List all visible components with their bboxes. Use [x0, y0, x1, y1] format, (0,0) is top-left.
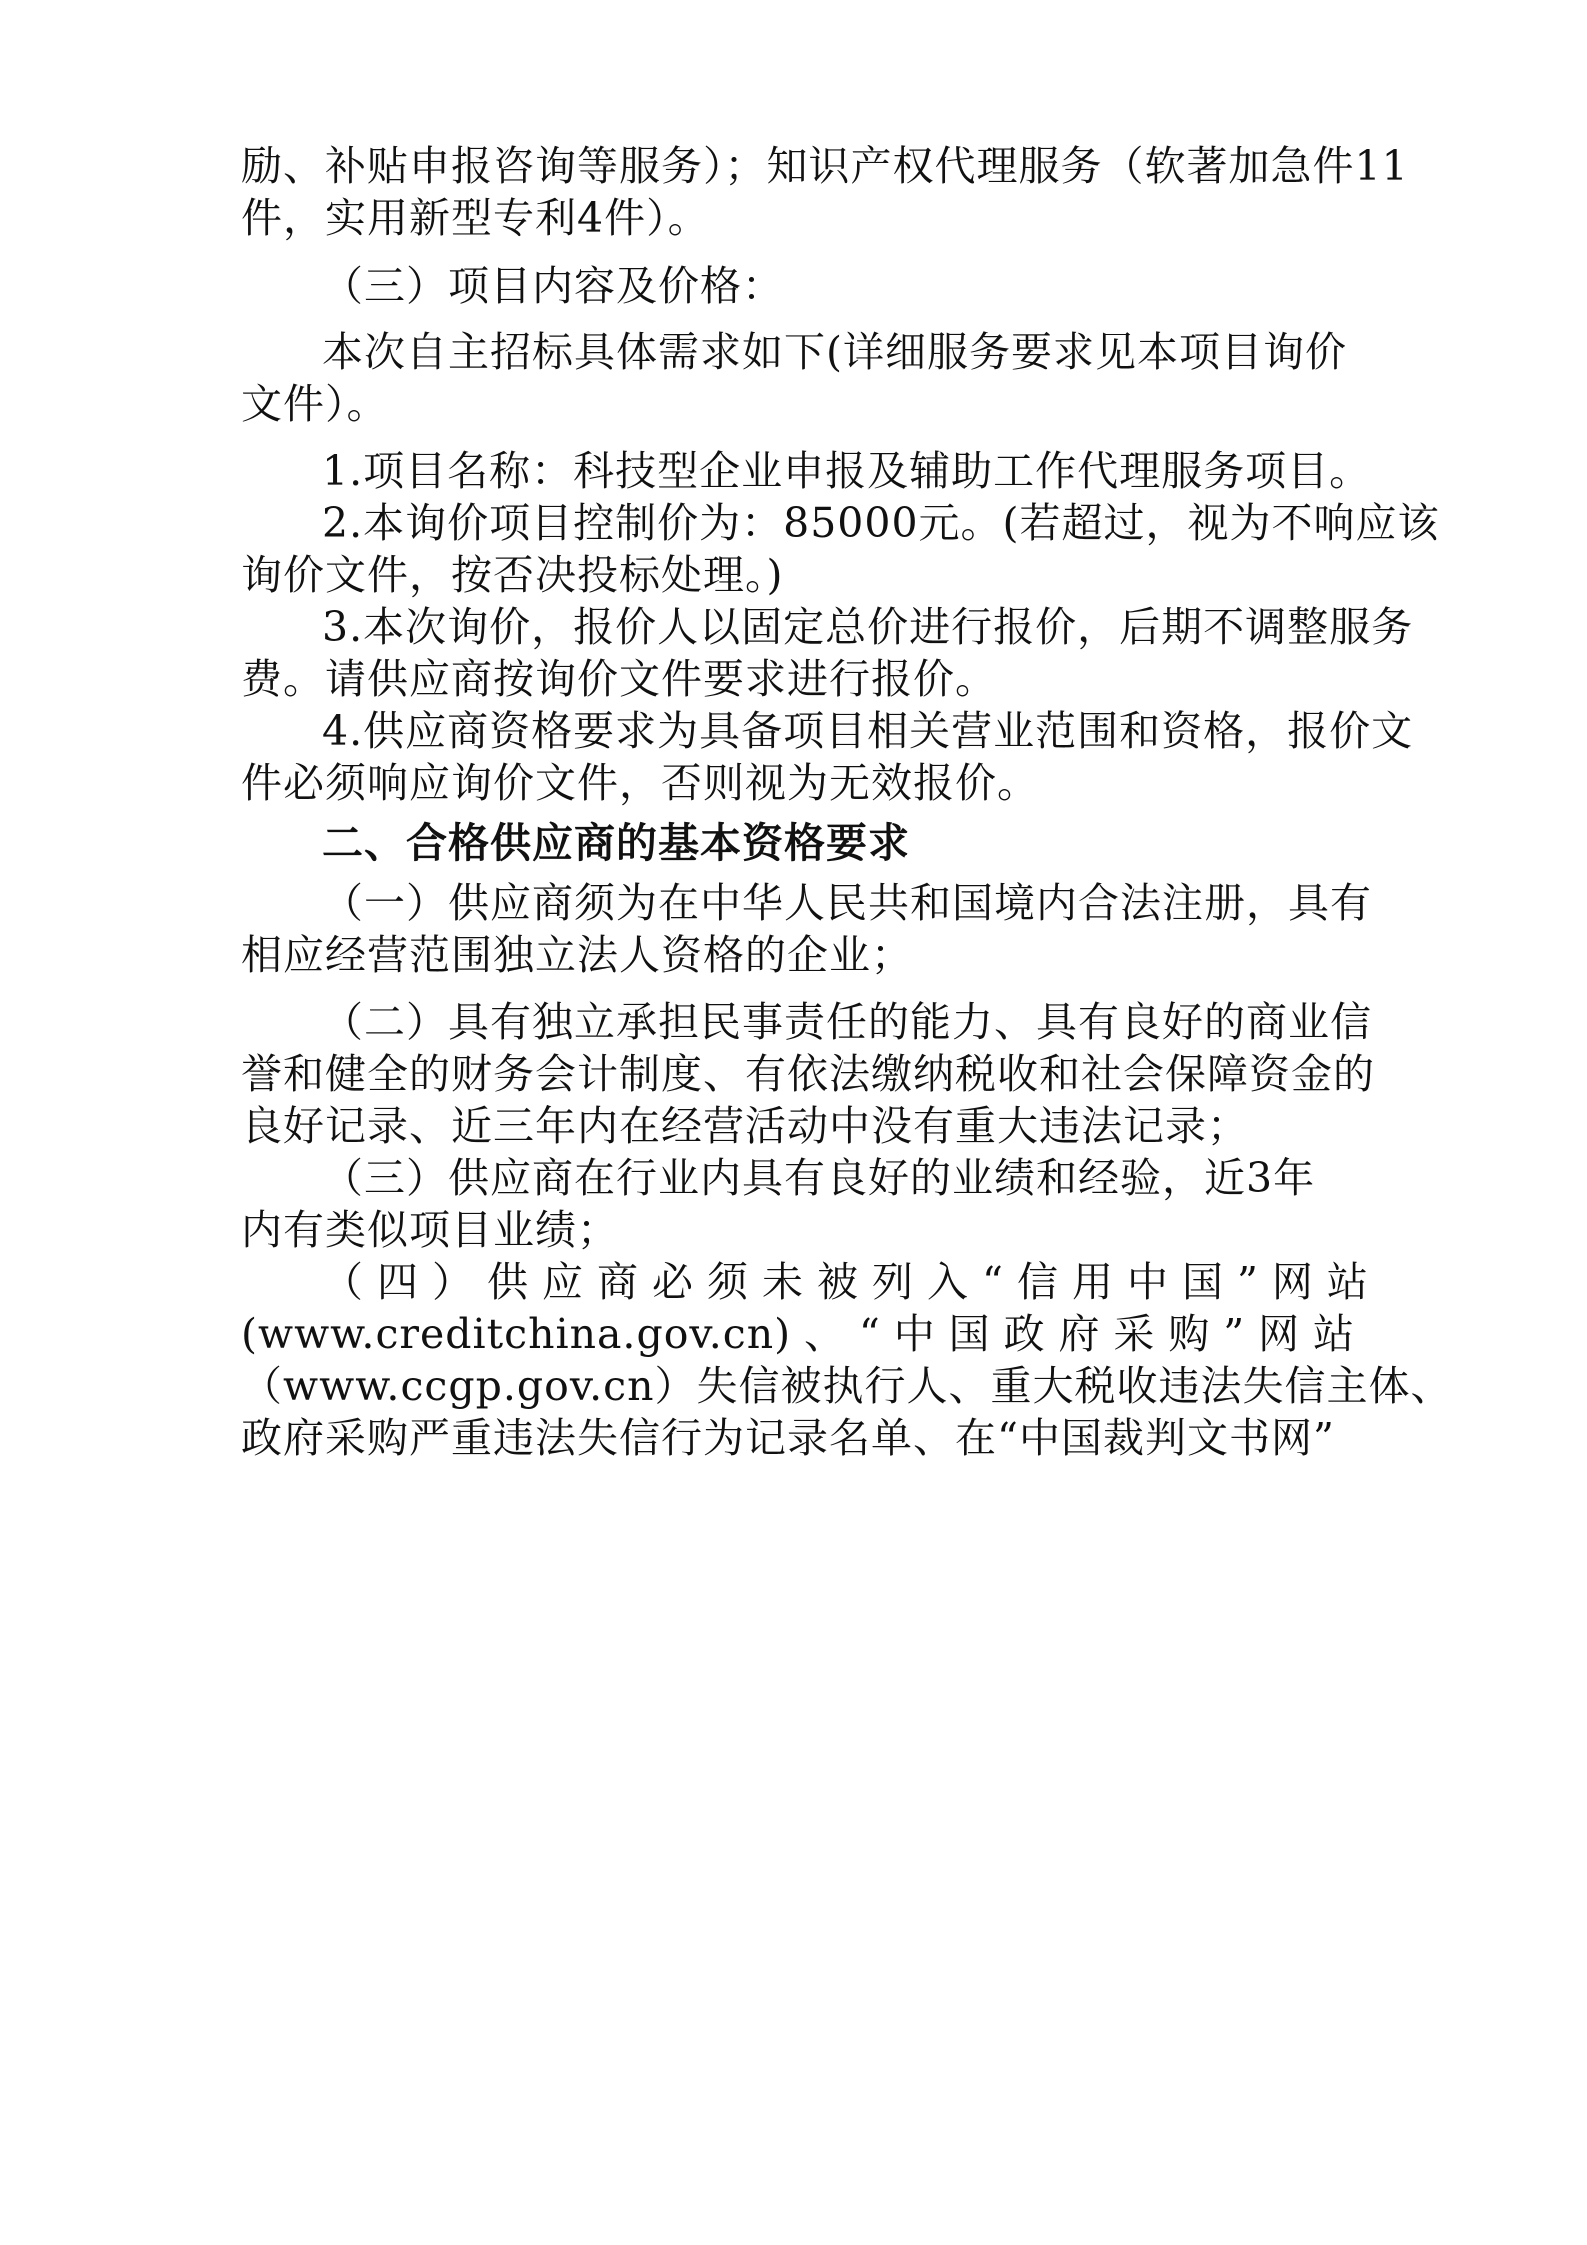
paragraph-line: 件必须响应询价文件，否则视为无效报价。 — [241, 759, 1039, 807]
paragraph-line: 相应经营范围独立法人资格的企业； — [241, 931, 913, 979]
paragraph-line: （三）供应商在行业内具有良好的业绩和经验，近3年 — [322, 1154, 1316, 1202]
paragraph-line: 政府采购严重违法失信行为记录名单、在“中国裁判文书网” — [241, 1414, 1335, 1462]
paragraph-line: 文件）。 — [241, 380, 389, 428]
paragraph-line: 询价文件，按否决投标处理。) — [241, 551, 784, 599]
paragraph-line: （www.ccgp.gov.cn）失信被执行人、重大税收违法失信主体、 — [241, 1362, 1453, 1410]
paragraph-line: 励、补贴申报咨询等服务）；知识产权代理服务（软著加急件11 — [241, 142, 1409, 190]
paragraph-line: (www.creditchina.gov.cn)、“中国政府采购”网站 — [241, 1310, 1355, 1358]
paragraph-line: 内有类似项目业绩； — [241, 1206, 619, 1254]
list-item: 1.项目名称：科技型企业申报及辅助工作代理服务项目。 — [322, 447, 1372, 495]
section-subheading: （三）项目内容及价格： — [322, 262, 784, 310]
list-item: 2.本询价项目控制价为：85000元。(若超过，视为不响应该 — [322, 499, 1440, 547]
paragraph-line: 件，实用新型专利4件）。 — [241, 194, 710, 242]
list-item: 3.本次询价，报价人以固定总价进行报价，后期不调整服务 — [322, 603, 1414, 651]
list-item: 4.供应商资格要求为具备项目相关营业范围和资格，报价文 — [322, 707, 1414, 755]
paragraph-line: （一）供应商须为在中华人民共和国境内合法注册，具有 — [322, 879, 1372, 927]
section-heading: 二、合格供应商的基本资格要求 — [322, 819, 910, 867]
paragraph-line: 良好记录、近三年内在经营活动中没有重大违法记录； — [241, 1102, 1249, 1150]
paragraph-line: 费。请供应商按询价文件要求进行报价。 — [241, 655, 997, 703]
paragraph-line: 本次自主招标具体需求如下(详细服务要求见本项目询价 — [322, 328, 1347, 376]
paragraph-line: 誉和健全的财务会计制度、有依法缴纳税收和社会保障资金的 — [241, 1050, 1375, 1098]
paragraph-line: （二）具有独立承担民事责任的能力、具有良好的商业信 — [322, 998, 1372, 1046]
paragraph-line: （四）供应商必须未被列入“信用中国”网站 — [322, 1258, 1382, 1306]
